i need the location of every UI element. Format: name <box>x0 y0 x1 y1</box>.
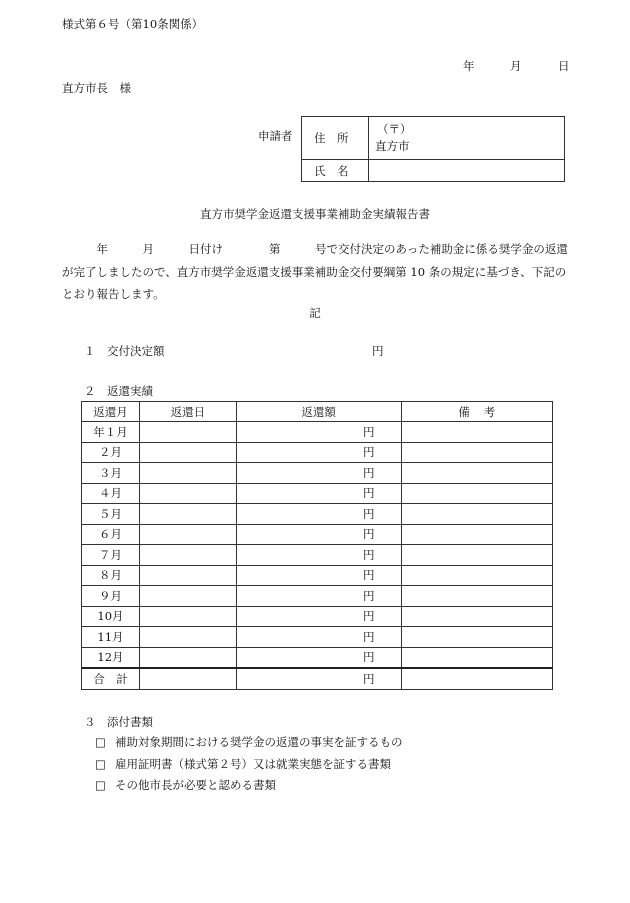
addressee: 直方市長 様 <box>62 81 131 95</box>
row-amount-unit[interactable]: 円 <box>236 442 401 463</box>
total-amount-unit[interactable]: 円 <box>236 668 401 689</box>
table-row <box>82 504 553 525</box>
row-month: 11月 <box>82 627 140 648</box>
row-amount-unit[interactable]: 円 <box>236 647 401 668</box>
row-month: ２月 <box>82 442 140 463</box>
row-remarks-field[interactable] <box>401 422 552 443</box>
row-month: ７月 <box>82 545 140 566</box>
row-date-field[interactable] <box>139 606 236 627</box>
row-date-field[interactable] <box>139 483 236 504</box>
row-amount-unit[interactable]: 円 <box>236 463 401 484</box>
row-amount-unit[interactable]: 円 <box>236 545 401 566</box>
table-row <box>82 606 553 627</box>
table-row <box>82 483 553 504</box>
row-date-field[interactable] <box>139 627 236 648</box>
row-month: ８月 <box>82 565 140 586</box>
row-date-field[interactable] <box>139 647 236 668</box>
applicant-table <box>301 116 565 182</box>
address-value: 直方市 <box>375 139 410 153</box>
row-amount-unit[interactable]: 円 <box>236 586 401 607</box>
row-month: ９月 <box>82 586 140 607</box>
date-month-label: 月 <box>510 59 522 73</box>
header-date: 返還日 <box>139 402 236 422</box>
row-remarks-field[interactable] <box>401 565 552 586</box>
row-remarks-field[interactable] <box>401 647 552 668</box>
total-date-cell <box>139 668 236 689</box>
total-row <box>82 668 553 689</box>
body-text: 年 月 日付け 第 号で交付決定のあった補助金に係る奨学金の返還が完了しましたので、直方市奨学金返還支援事業補助金交付要綱第 10 条の規定に基づき、下記のとおり報告します。 <box>62 242 568 301</box>
section1-label: １ 交付決定額 <box>84 344 165 358</box>
total-label: 合 計 <box>82 668 140 689</box>
name-label: 氏名 <box>302 160 369 182</box>
table-row <box>82 422 553 443</box>
row-date-field[interactable] <box>139 463 236 484</box>
table-row <box>82 647 553 668</box>
row-date-field[interactable] <box>139 524 236 545</box>
row-remarks-field[interactable] <box>401 483 552 504</box>
row-remarks-field[interactable] <box>401 606 552 627</box>
row-remarks-field[interactable] <box>401 524 552 545</box>
row-remarks-field[interactable] <box>401 545 552 566</box>
row-date-field[interactable] <box>139 545 236 566</box>
row-date-field[interactable] <box>139 442 236 463</box>
table-row <box>82 463 553 484</box>
attachment-item <box>95 777 276 793</box>
row-amount-unit[interactable]: 円 <box>236 483 401 504</box>
ki-heading: 記 <box>309 306 321 320</box>
row-date-field[interactable] <box>139 504 236 525</box>
applicant-label: 申請者 <box>258 129 293 143</box>
attachment-text: その他市長が必要と認める書類 <box>115 778 276 792</box>
attachment-text: 雇用証明書（様式第２号）又は就業実態を証する書類 <box>115 757 391 771</box>
row-amount-unit[interactable]: 円 <box>236 524 401 545</box>
attachment-item <box>95 756 391 772</box>
row-month: 年１月 <box>82 422 140 443</box>
row-amount-unit[interactable]: 円 <box>236 422 401 443</box>
attachment-item <box>95 734 403 750</box>
table-row <box>82 442 553 463</box>
table-header-row <box>82 402 553 422</box>
date-year-label: 年 <box>463 59 475 73</box>
row-date-field[interactable] <box>139 565 236 586</box>
table-row <box>82 524 553 545</box>
table-row <box>82 586 553 607</box>
row-remarks-field[interactable] <box>401 442 552 463</box>
row-month: ３月 <box>82 463 140 484</box>
form-number: 様式第６号（第10条関係） <box>62 17 204 31</box>
address-label: 住所 <box>302 117 369 160</box>
row-amount-unit[interactable]: 円 <box>236 606 401 627</box>
header-remarks: 備考 <box>401 402 552 422</box>
row-amount-unit[interactable]: 円 <box>236 565 401 586</box>
row-remarks-field[interactable] <box>401 463 552 484</box>
checkbox-icon[interactable]: □ <box>95 757 106 771</box>
row-remarks-field[interactable] <box>401 504 552 525</box>
row-date-field[interactable] <box>139 586 236 607</box>
checkbox-icon[interactable]: □ <box>95 778 106 792</box>
table-row <box>82 545 553 566</box>
row-amount-unit[interactable]: 円 <box>236 627 401 648</box>
header-amount: 返還額 <box>236 402 401 422</box>
section3-label: ３ 添付書類 <box>84 715 153 729</box>
row-month: ５月 <box>82 504 140 525</box>
row-date-field[interactable] <box>139 422 236 443</box>
date-day-label: 日 <box>558 59 570 73</box>
row-month: ４月 <box>82 483 140 504</box>
row-amount-unit[interactable]: 円 <box>236 504 401 525</box>
row-remarks-field[interactable] <box>401 627 552 648</box>
table-row <box>82 627 553 648</box>
section1-unit: 円 <box>372 344 384 358</box>
row-month: ６月 <box>82 524 140 545</box>
row-remarks-field[interactable] <box>401 586 552 607</box>
checkbox-icon[interactable]: □ <box>95 735 106 749</box>
row-month: 12月 <box>82 647 140 668</box>
name-field[interactable] <box>369 160 565 182</box>
header-month: 返還月 <box>82 402 140 422</box>
address-cell[interactable] <box>369 117 565 160</box>
attachment-text: 補助対象期間における奨学金の返還の事実を証するもの <box>115 735 403 749</box>
section2-label: ２ 返還実績 <box>84 384 153 398</box>
postal-mark: （〒） <box>377 122 412 136</box>
repayment-table <box>81 401 553 690</box>
document-title: 直方市奨学金返還支援事業補助金実績報告書 <box>200 207 430 221</box>
row-month: 10月 <box>82 606 140 627</box>
total-remarks-field[interactable] <box>401 668 552 689</box>
table-row <box>82 565 553 586</box>
